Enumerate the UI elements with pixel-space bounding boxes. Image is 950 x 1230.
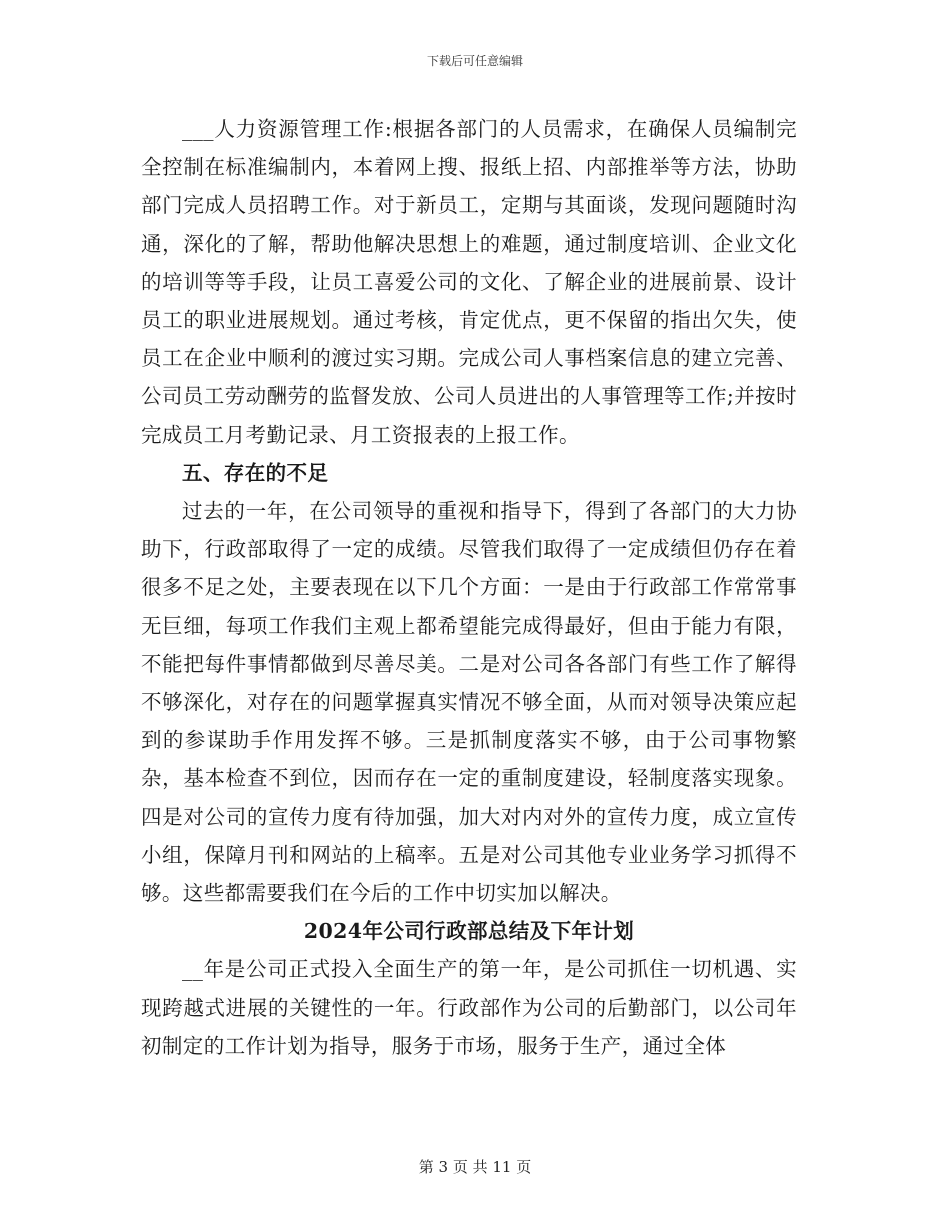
page-header: 下载后可任意编辑	[426, 54, 523, 68]
section-title: 2024年公司行政部总结及下年计划	[303, 919, 635, 944]
document-body	[141, 110, 797, 1065]
page-footer: 第 3 页 共 11 页	[418, 1158, 532, 1176]
section-heading-shortcomings: 五、存在的不足	[182, 460, 329, 485]
paragraph-hr-management: ___人力资源管理工作:根据各部门的人员需求，在确保人员编制完全控制在标准编制内，本着网上搜、报纸上招、内部推举等方法，协助部门完成人员招聘工作。对于新员工，定期与其面谈，发现问题随时沟通，深化的了解，帮助他解决思想上的难题，通过制度培训、企业文化的培训等等手段，让员工喜爱公司的文化、了解企业的进展前景、设计员工的职业进展规划。通过考核，肯定优点，更不保留的指出欠失，使员工在企业中顺利的渡过实习期。完成公司人事档案信息的建立完善、公司员工劳动酬劳的监督发放、公司人员进出的人事管理等工作;并按时完成员工月考勤记录、月工资报表的上报工作。	[141, 117, 797, 447]
paragraph-shortcomings: 过去的一年，在公司领导的重视和指导下，得到了各部门的大力协助下，行政部取得了一定的成绩。尽管我们取得了一定成绩但仍存在着很多不足之处，主要表现在以下几个方面：一是由于行政部工作常常事无巨细，每项工作我们主观上都希望能完成得最好，但由于能力有限，不能把每件事情都做到尽善尽美。二是对公司各各部门有些工作了解得不够深化，对存在的问题掌握真实情况不够全面，从而对领导决策应起到的参谋助手作用发挥不够。三是抓制度落实不够，由于公司事物繁杂，基本检查不到位，因而存在一定的重制度建设，轻制度落实现象。四是对公司的宣传力度有待加强，加大对内对外的宣传力度，成立宣传小组，保障月刊和网站的上稿率。五是对公司其他专业业务学习抓得不够。这些都需要我们在今后的工作中切实加以解决。	[141, 499, 797, 906]
paragraph-intro: __年是公司正式投入全面生产的第一年，是公司抓住一切机遇、实现跨越式进展的关键性的一年。行政部作为公司的后勤部门，以公司年初制定的工作计划为指导，服务于市场，服务于生产，通过全体	[141, 957, 797, 1058]
